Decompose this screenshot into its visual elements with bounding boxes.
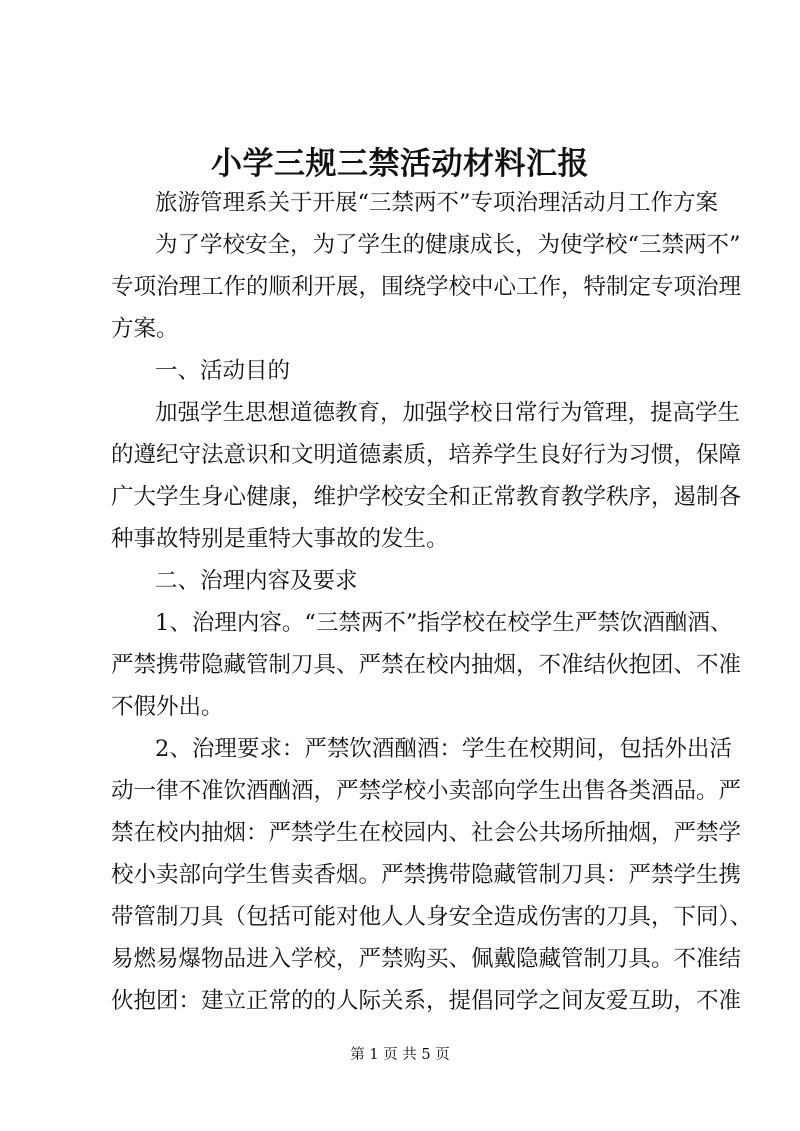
text-line: 禁在校内抽烟：严禁学生在校园内、社会公共场所抽烟，严禁学	[111, 820, 742, 846]
text-line: 加强学生思想道德教育，加强学校日常行为管理，提高学生	[155, 400, 741, 426]
text-line: 带管制刀具（包括可能对他人人身安全造成伤害的刀具，下同）、	[111, 904, 753, 930]
text-line: 不假外出。	[111, 694, 224, 720]
text-line: 旅游管理系关于开展“三禁两不”专项治理活动月工作方案	[155, 190, 719, 216]
text-line: 伙抱团：建立正常的的人际关系，提倡同学之间友爱互助，不准	[111, 988, 742, 1014]
text-line: 易燃易爆物品进入学校，严禁购买、佩戴隐藏管制刀具。不准结	[111, 946, 742, 972]
text-line: 专项治理工作的顺利开展，围绕学校中心工作，特制定专项治理	[111, 274, 742, 300]
text-line: 广大学生身心健康，维护学校安全和正常教育教学秩序，遏制各	[111, 484, 742, 510]
text-line: 为了学校安全，为了学生的健康成长，为使学校“三禁两不”	[155, 232, 741, 258]
document-title: 小学三规三禁活动材料汇报	[211, 146, 589, 182]
text-line: 的遵纪守法意识和文明道德素质，培养学生良好行为习惯，保障	[111, 442, 742, 468]
text-line: 种事故特别是重特大事故的发生。	[111, 526, 449, 552]
text-line: 2、治理要求：严禁饮酒酗酒：学生在校期间，包括外出活	[155, 736, 732, 762]
text-line: 校小卖部向学生售卖香烟。严禁携带隐藏管制刀具：严禁学生携	[111, 862, 742, 888]
section-heading: 一、活动目的	[155, 358, 291, 384]
text-line: 动一律不准饮酒酗酒，严禁学校小卖部向学生出售各类酒品。严	[111, 778, 742, 804]
text-line: 严禁携带隐藏管制刀具、严禁在校内抽烟，不准结伙抱团、不准	[111, 652, 742, 678]
text-line: 方案。	[111, 316, 179, 342]
section-heading: 二、治理内容及要求	[155, 568, 358, 594]
text-line: 1、治理内容。“三禁两不”指学校在校学生严禁饮酒酗酒、	[155, 610, 733, 636]
page-footer: 第 1 页 共 5 页	[350, 1047, 450, 1063]
